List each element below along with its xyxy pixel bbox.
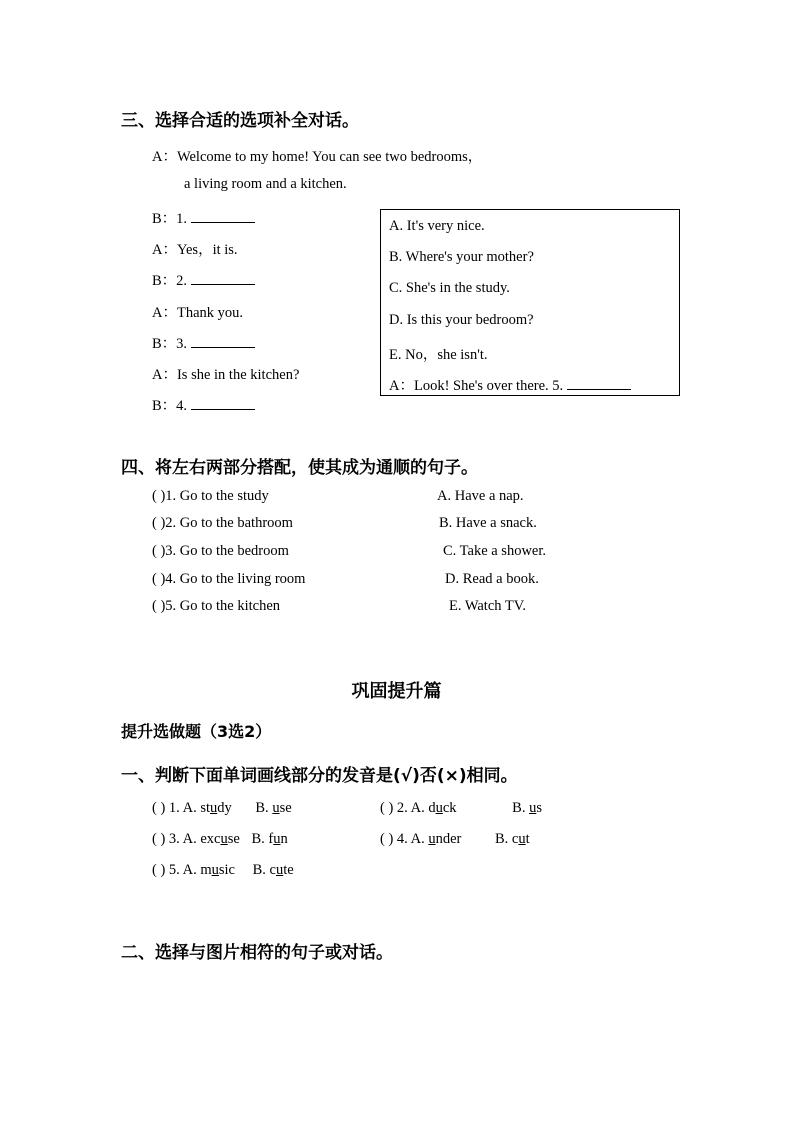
phonics-item-1: ( ) 1. A. study B. use bbox=[152, 800, 292, 816]
match-left-5: ( )5. Go to the kitchen bbox=[152, 598, 281, 614]
match-right-c: C. Take a shower. bbox=[443, 543, 547, 559]
answer-blank-1[interactable] bbox=[191, 210, 255, 223]
match-left-4: ( )4. Go to the living room bbox=[152, 571, 306, 587]
dialogue-line-7: B：3. bbox=[152, 332, 255, 353]
dialogue-line-9: B：4. bbox=[152, 394, 255, 415]
match-right-e: E. Watch TV. bbox=[449, 598, 526, 614]
options-box bbox=[380, 209, 680, 396]
answer-blank-4[interactable] bbox=[191, 397, 255, 410]
picture-section-heading: 二、选择与图片相符的句子或对话。 bbox=[121, 943, 393, 963]
option-extra-line: A：Look! She's over there. 5. bbox=[389, 374, 631, 395]
dialogue-line-4: A：Yes，it is. bbox=[152, 242, 238, 258]
dialogue-line-6: A：Thank you. bbox=[152, 305, 244, 321]
phonics-item-3: ( ) 3. A. excuse B. fun bbox=[152, 831, 288, 847]
match-left-3: ( )3. Go to the bedroom bbox=[152, 543, 289, 559]
option-e: E. No，she isn't. bbox=[389, 347, 488, 363]
consolidation-title: 巩固提升篇 bbox=[351, 681, 442, 702]
dialogue-line-1: A：Welcome to my home! You can see two bedrooms， bbox=[152, 149, 483, 165]
dialogue-line-5: B：2. bbox=[152, 269, 255, 290]
match-left-2: ( )2. Go to the bathroom bbox=[152, 515, 293, 531]
phonics-item-4: ( ) 4. A. under B. cut bbox=[380, 831, 530, 847]
phonics-heading: 一、判断下面单词画线部分的发音是(√)否(×)相同。 bbox=[121, 766, 518, 786]
dialogue-line-3: B：1. bbox=[152, 207, 255, 228]
consolidation-subtitle: 提升选做题（3选2） bbox=[121, 722, 272, 741]
match-right-a: A. Have a nap. bbox=[437, 488, 524, 504]
answer-blank-5[interactable] bbox=[567, 377, 631, 390]
section3-heading: 三、选择合适的选项补全对话。 bbox=[121, 111, 359, 131]
option-c: C. She's in the study. bbox=[389, 280, 510, 296]
dialogue-line-2: a living room and a kitchen. bbox=[184, 176, 347, 192]
option-d: D. Is this your bedroom? bbox=[389, 312, 534, 328]
dialogue-line-8: A：Is she in the kitchen? bbox=[152, 367, 300, 383]
option-b: B. Where's your mother? bbox=[389, 249, 534, 265]
answer-blank-2[interactable] bbox=[191, 272, 255, 285]
phonics-item-2: ( ) 2. A. duck B. us bbox=[380, 800, 542, 816]
option-a: A. It's very nice. bbox=[389, 218, 485, 234]
phonics-item-5: ( ) 5. A. music B. cute bbox=[152, 862, 294, 878]
match-right-b: B. Have a snack. bbox=[439, 515, 537, 531]
section4-heading: 四、将左右两部分搭配，使其成为通顺的句子。 bbox=[121, 458, 478, 478]
match-left-1: ( )1. Go to the study bbox=[152, 488, 269, 504]
match-right-d: D. Read a book. bbox=[445, 571, 539, 587]
answer-blank-3[interactable] bbox=[191, 335, 255, 348]
